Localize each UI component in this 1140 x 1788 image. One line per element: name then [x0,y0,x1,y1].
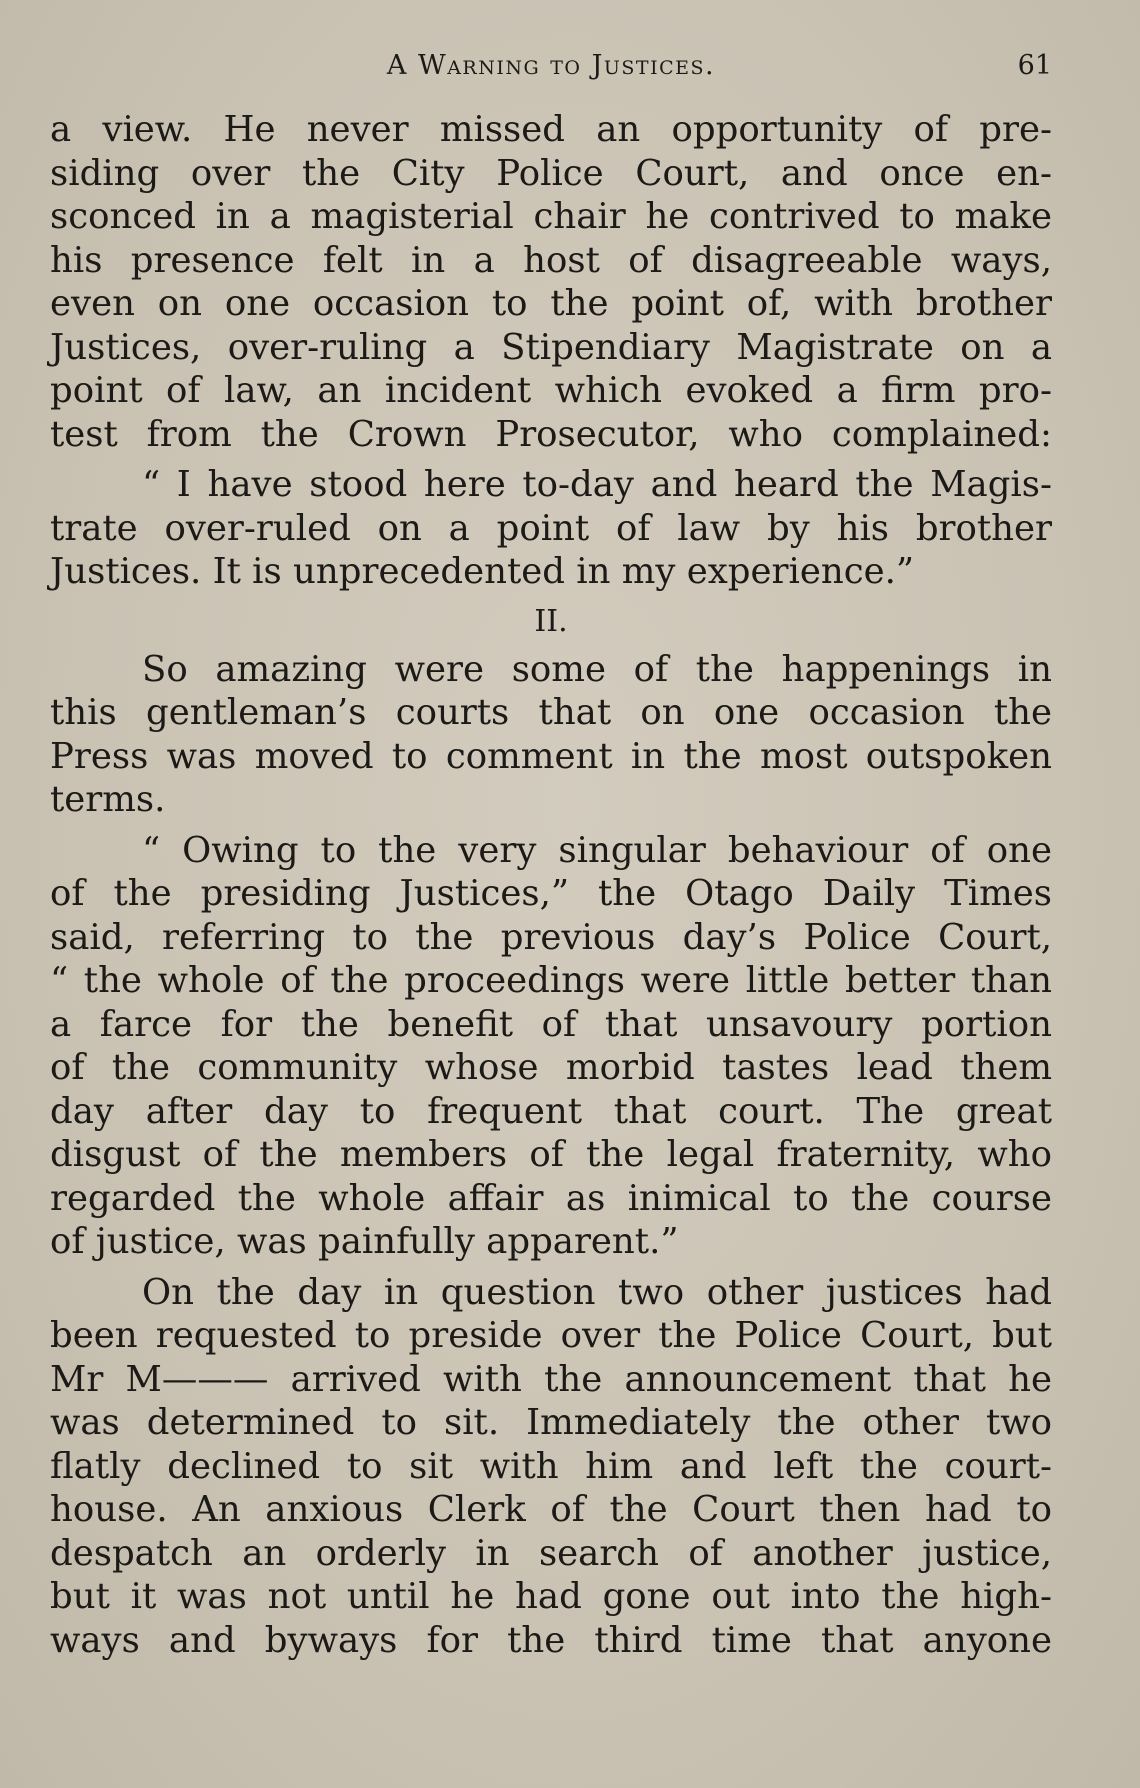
text-line: Mr M——— arrived with the announcement that he [50,1358,1052,1400]
page-number: 61 [1017,50,1052,81]
text-line: point of law, an incident which evoked a firm pro- [50,370,1052,411]
section-numeral: II. [534,603,568,639]
text-line: “ I have stood here to-day and heard the Magis- [142,464,1052,505]
text-line: siding over the City Police Court, and once en- [50,152,1052,194]
body-text [50,108,1052,1662]
text-line: this gentleman’s courts that on one occasion the [50,692,1052,733]
text-line: disgust of the members of the legal fraternity, who [50,1134,1052,1175]
text-line: day after day to frequent that court. The great [50,1090,1052,1132]
text-line: was determined to sit. Immediately the other two [50,1402,1052,1443]
text-line: his presence felt in a host of disagreeable ways, [50,239,1052,281]
text-line: flatly declined to sit with him and left the court- [50,1445,1052,1487]
text-line: regarded the whole affair as inimical to the course [50,1177,1052,1219]
text-line: trate over-ruled on a point of law by his brother [50,507,1052,549]
text-line: of the community whose morbid tastes lead them [50,1047,1052,1088]
text-line: Justices. It is unprecedented in my experience.” [50,551,915,592]
text-line: but it was not until he had gone out into the high- [50,1576,1052,1617]
text-line: sconced in a magisterial chair he contrived to make [50,196,1052,237]
text-line: Justices, over-ruling a Stipendiary Magistrate on a [50,326,1052,368]
running-title: A Warning to Justices. [386,50,716,81]
text-line: ways and byways for the third time that anyone [50,1619,1052,1661]
text-line: house. An anxious Clerk of the Court then had to [50,1489,1052,1530]
text-line: On the day in question two other justices had [142,1271,1052,1313]
text-line: test from the Crown Prosecutor, who complained: [50,413,1052,455]
running-head [50,50,1052,90]
text-line: So amazing were some of the happenings in [142,648,1052,690]
text-line: said, referring to the previous day’s Police Court, [50,916,1052,958]
text-line: “ Owing to the very singular behaviour of one [142,829,1052,871]
text-line: of the presiding Justices,” the Otago Daily Times [50,873,1052,914]
text-line: of justice, was painfully apparent.” [50,1221,679,1262]
text-line: been requested to preside over the Police Court, but [50,1315,1052,1356]
text-line: a farce for the benefit of that unsavoury portion [50,1003,1052,1045]
text-line: even on one occasion to the point of, with brother [50,283,1052,324]
text-line: Press was moved to comment in the most outspoken [50,735,1052,777]
text-line: terms. [50,779,166,820]
text-line: despatch an orderly in search of another justice, [50,1532,1052,1574]
text-line: “ the whole of the proceedings were little better than [50,960,1052,1001]
text-line: a view. He never missed an opportunity of pre- [50,109,1052,150]
